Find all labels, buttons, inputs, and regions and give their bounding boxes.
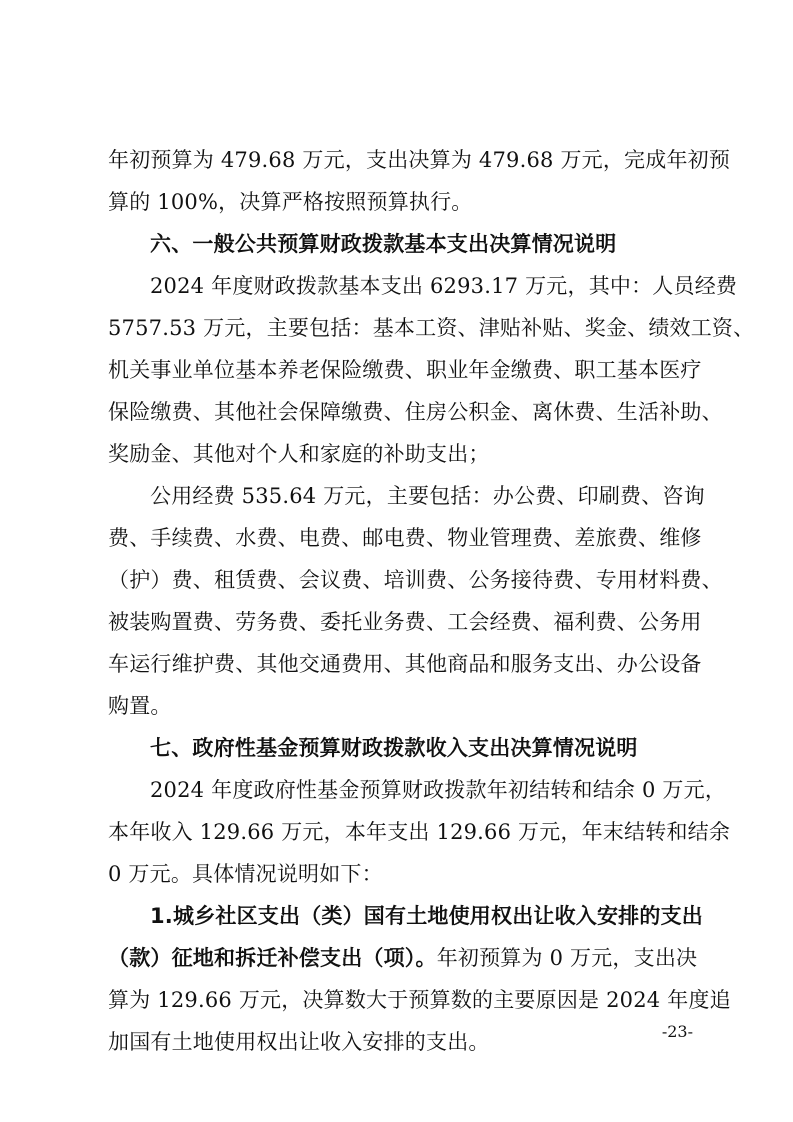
page-number: -23- [661, 1022, 693, 1041]
paragraph-line-mixed [108, 943, 698, 973]
paragraph-line: （护）费、租赁费、会议费、培训费、公务接待费、专用材料费、 [108, 568, 723, 592]
section-heading-6: 六、一般公共预算财政拨款基本支出决算情况说明 [150, 232, 617, 256]
paragraph-line: 加国有土地使用权出让收入安排的支出。 [108, 1030, 490, 1054]
paragraph-line: 购置。 [108, 694, 172, 718]
paragraph-line: 车运行维护费、其他交通费用、其他商品和服务支出、办公设备 [108, 652, 702, 676]
paragraph-line: 机关事业单位基本养老保险缴费、职业年金缴费、职工基本医疗 [108, 358, 702, 382]
item-heading-continuation: （款）征地和拆迁补偿支出（项）。 [108, 946, 437, 970]
paragraph-line: 算为 129.66 万元，决算数大于预算数的主要原因是 2024 年度追 [108, 988, 731, 1012]
paragraph-line: 公用经费 535.64 万元，主要包括：办公费、印刷费、咨询 [150, 484, 705, 508]
paragraph-line: 被装购置费、劳务费、委托业务费、工会经费、福利费、公务用 [108, 610, 702, 634]
paragraph-line: 年初预算为 479.68 万元，支出决算为 479.68 万元，完成年初预 [108, 148, 731, 172]
paragraph-line: 0 万元。具体情况说明如下： [108, 862, 383, 886]
paragraph-line: 本年收入 129.66 万元，本年支出 129.66 万元，年末结转和结余 [108, 820, 731, 844]
section-heading-7: 七、政府性基金预算财政拨款收入支出决算情况说明 [150, 736, 638, 760]
paragraph-line: 费、手续费、水费、电费、邮电费、物业管理费、差旅费、维修 [108, 526, 702, 550]
item-heading: 1.城乡社区支出（类）国有土地使用权出让收入安排的支出 [150, 904, 703, 928]
paragraph-line: 奖励金、其他对个人和家庭的补助支出； [108, 442, 490, 466]
paragraph-line: 保险缴费、其他社会保障缴费、住房公积金、离休费、生活补助、 [108, 400, 723, 424]
paragraph-line: 5757.53 万元，主要包括：基本工资、津贴补贴、奖金、绩效工资、 [108, 316, 755, 340]
paragraph-text: 年初预算为 0 万元，支出决 [436, 946, 698, 970]
paragraph-line: 算的 100%，决算严格按照预算执行。 [108, 190, 473, 214]
paragraph-line: 2024 年度政府性基金预算财政拨款年初结转和结余 0 万元， [150, 778, 727, 802]
paragraph-line: 2024 年度财政拨款基本支出 6293.17 万元，其中：人员经费 [150, 274, 738, 298]
